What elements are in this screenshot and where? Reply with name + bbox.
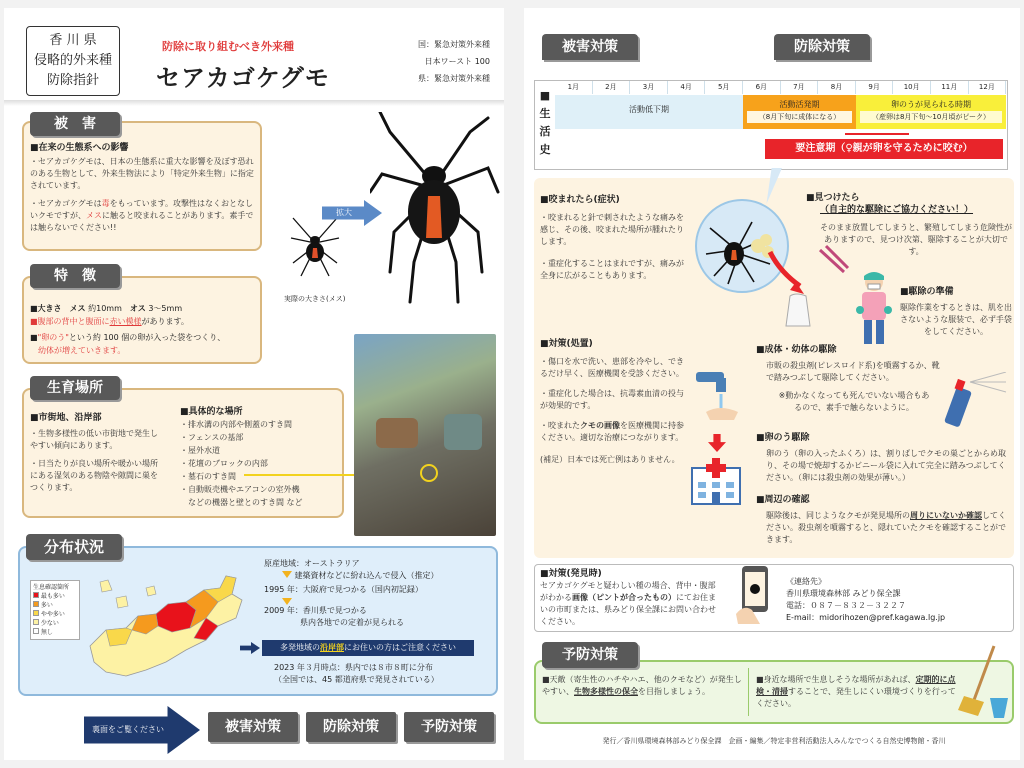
side-char: 生 xyxy=(539,107,551,120)
report-pa: セアカゴケグモと疑わしい種の場合、背中・腹部がわかる xyxy=(540,581,716,602)
prevention-divider xyxy=(748,668,749,716)
habitat-sub2: ■具体的な場所 xyxy=(180,407,243,417)
national-status: （全国では、45 都道府県で発見されている） xyxy=(274,675,439,684)
female-word: メス xyxy=(86,211,102,220)
legend-label: 少ない xyxy=(40,620,59,627)
month-label: 6月 xyxy=(743,81,781,94)
contact-heading: 《連絡先》 xyxy=(786,577,826,586)
banner-c: にお住いの方はご注意ください xyxy=(344,643,456,652)
legend-item xyxy=(33,601,77,610)
egg-a: ■ xyxy=(30,333,38,342)
bite-title: ■咬まれたら(症状) xyxy=(540,195,620,205)
prep-title: ■駆除の準備 xyxy=(900,287,954,297)
back-a: ■腹部の背中と腹面に xyxy=(30,317,110,326)
legend-item xyxy=(33,619,77,628)
size-female: メス xyxy=(69,304,86,313)
habitat-list xyxy=(180,418,340,509)
habitat-p2: ・日当たりが良い場所や暖かい場所にある湿気のある物陰や隙間に巣をつくります。 xyxy=(30,459,158,492)
back-c: があります。 xyxy=(141,317,189,326)
adult-p2: ※動かなくなっても死んでいない場合もあるので、素手で触らないように。 xyxy=(778,391,930,412)
eggs-p: 卵のう（卵の入ったふくろ）は、割りばしでクモの巣ごとからめ取り、その場で焼却するかビニール袋に入れて完全に踏みつぶしてください。（卵には殺虫剤の効果が薄い。） xyxy=(766,449,1006,482)
report-p xyxy=(540,580,720,628)
habitat-item: ・フェンスの基部 xyxy=(180,433,244,442)
see-back-label: 裏面をご覧ください xyxy=(92,725,164,734)
status-national: 国：緊急対策外来種 xyxy=(418,40,490,49)
banner-b: 沿岸部 xyxy=(320,643,344,652)
treat-note: (補足）日本では死亡例はありません。 xyxy=(540,455,680,464)
habitat-photo xyxy=(354,334,496,536)
egg-line xyxy=(30,331,258,357)
found-title: ■見つけたら xyxy=(806,193,860,203)
back-line xyxy=(30,315,258,328)
contact-dept: 香川県環境森林部 みどり保全課 xyxy=(786,589,901,598)
prevent-p1a: ■天敵（寄生性のハチやハエ、他のクモなど）が発生しやすい、 xyxy=(542,675,742,696)
report-title: ■対策(発見時) xyxy=(540,569,602,579)
contact-block xyxy=(786,576,1006,624)
prevent-p1b: 生物多様性の保全 xyxy=(574,687,638,696)
features-text xyxy=(30,302,258,357)
timeline-arrow-icon xyxy=(282,598,292,605)
prevention-p1 xyxy=(542,674,742,698)
egg-b: "卵のう" xyxy=(37,333,69,342)
spider-caption: 実際の大きさ(メス) xyxy=(284,295,346,303)
month-label: 11月 xyxy=(931,81,969,94)
tab-removal[interactable]: 防除対策 xyxy=(774,34,870,60)
month-label: 5月 xyxy=(705,81,743,94)
broom-bucket-icon xyxy=(954,644,1010,720)
found-sub: （自主的な駆除にご協力ください！） xyxy=(820,205,974,215)
back-page xyxy=(524,8,1020,760)
contact-email[interactable]: E-mail：midorihozen@pref.kagawa.lg.jp xyxy=(786,613,946,622)
side-char: ■ xyxy=(539,89,551,102)
area-title: ■周辺の確認 xyxy=(756,495,810,505)
month-label: 8月 xyxy=(818,81,856,94)
tab-damage[interactable]: 被害対策 xyxy=(542,34,638,60)
legend-item xyxy=(33,610,77,619)
side-char: 史 xyxy=(539,143,551,156)
month-label: 3月 xyxy=(630,81,668,94)
habitat-heading: 生育場所 xyxy=(30,376,120,400)
month-label: 12月 xyxy=(969,81,1007,94)
size-male-val: 3～5mm xyxy=(148,304,183,313)
timeline-arrow-icon xyxy=(282,571,292,578)
egg-season-band xyxy=(856,95,1006,129)
treat-p3 xyxy=(540,420,690,444)
prevent-p2a: ■身近な場所で生息しそうな場所があれば、 xyxy=(756,675,916,684)
timeline xyxy=(264,558,496,629)
habitat-item: などの機器と壁とのすき間 など xyxy=(180,498,303,507)
size-male: オス xyxy=(129,304,146,313)
status-prefecture: 県：緊急対策外来種 xyxy=(418,74,490,83)
page-title: セアカゴケグモ xyxy=(156,64,330,92)
legend-swatch xyxy=(33,601,39,607)
nav-prevention-button[interactable]: 予防対策 xyxy=(404,712,494,742)
area-pa: 駆除後は、同じようなクモが発見場所の xyxy=(766,511,910,520)
prevention-p2 xyxy=(756,674,956,710)
damage-p1: ・セアカゴケグモは、日本の生態系に重大な影響を及ぼす恐れのある生物として、外来生物法により「特定外来生物」に指定されています。 xyxy=(30,157,254,190)
nav-damage-button[interactable]: 被害対策 xyxy=(208,712,298,742)
egg-c: という約 100 個の卵が入った袋をつくり、 xyxy=(68,333,226,342)
timeline-1995: 1995 年：大阪府で見つかる（国内初記録） xyxy=(264,585,423,594)
habitat-p1: ・生物多様性の低い市街地で発生しやすい傾向にあります。 xyxy=(30,429,158,450)
month-label: 10月 xyxy=(893,81,931,94)
legend-label: 無し xyxy=(40,629,53,636)
photo-pot xyxy=(444,414,482,450)
treat-section xyxy=(540,338,690,466)
bite-p1: ・咬まれると針で刺されたような痛みを感じ、その後、咬まれた場所が腫れたりします。 xyxy=(540,213,684,246)
legend-swatch xyxy=(33,610,39,616)
contact-phone[interactable]: 電話：０８７－８３２－３２２７ xyxy=(786,601,906,610)
badge-line3: 防除指針 xyxy=(46,73,99,88)
eggs-title: ■卵のう駆除 xyxy=(756,433,810,443)
habitat-sub1: ■市街地、沿岸部 xyxy=(30,413,102,423)
month-label: 7月 xyxy=(781,81,819,94)
treat-p3c: を医療機関に持参ください。適切な治療につながります。 xyxy=(540,421,684,442)
damage-p2c: をもっています。攻撃性はなくおとなしいクモですが、 xyxy=(30,199,253,220)
spray-can-icon xyxy=(944,372,1008,428)
calendar-side-label xyxy=(535,81,555,169)
report-pc: にてお住まいの市町または、県みどり保全課にお問い合わせください。 xyxy=(540,593,716,626)
banner-a: 多発地域の xyxy=(280,643,320,652)
treat-p1: ・傷口を水で洗い、患部を冷やし、できるだけ早く、医療機関を受診ください。 xyxy=(540,357,684,378)
poison-word: 毒 xyxy=(101,199,110,208)
timeline-settle: 県内各地での定着が見られる xyxy=(300,618,404,627)
habitat-item: ・花壇のブロックの内部 xyxy=(180,459,268,468)
photo-highlight-circle xyxy=(420,464,438,482)
spider-large-illustration xyxy=(370,112,500,308)
life-cycle-calendar xyxy=(534,80,1008,170)
damage-p2a: ・セアカゴケグモは xyxy=(30,199,102,208)
habitat-item: ・自動販売機やエアコンの室外機 xyxy=(180,485,300,494)
area-section xyxy=(756,494,1012,546)
legend-label: 最も多い xyxy=(40,593,65,600)
prep-p: 駆除作業をするときは、肌を出さないような服装で、必ず手袋をしてください。 xyxy=(900,303,1012,336)
front-page xyxy=(4,8,504,760)
legend-item xyxy=(33,628,77,637)
legend-title: 生息確認箇所 xyxy=(33,584,70,591)
habitat-item: ・屋外水道 xyxy=(180,446,220,455)
habitat-item: ・墓石のすき間 xyxy=(180,472,236,481)
smartphone-icon xyxy=(730,564,780,626)
distribution-current xyxy=(274,662,494,686)
prevent-p1c: を目指しましょう。 xyxy=(638,687,710,696)
timeline-invade: 建築資材などに紛れ込んで侵入（推定） xyxy=(294,571,439,580)
report-section xyxy=(540,568,720,628)
egg-season-label: 卵のうが見られる時期 xyxy=(891,100,971,109)
map-legend xyxy=(30,580,80,640)
bite-p2: ・重症化することはまれですが、痛みが全身に広がることもあります。 xyxy=(540,259,684,280)
header-divider xyxy=(4,100,504,106)
legend-label: やや多い xyxy=(40,611,65,618)
month-label: 4月 xyxy=(668,81,706,94)
active-label: 活動活発期 xyxy=(779,100,820,109)
legend-swatch xyxy=(33,628,39,634)
legend-item xyxy=(33,592,77,601)
badge-line2: 侵略的外来種 xyxy=(33,53,112,68)
adult-p1: 市販の殺虫剤(ピレスロイド系)を噴霧するか、靴で踏みつぶして駆除してください。 xyxy=(766,361,940,382)
alert-range-arrow xyxy=(845,133,909,135)
warning-banner xyxy=(262,640,474,656)
habitat-item: ・排水溝の内部や側蓋のすき間 xyxy=(180,420,292,429)
hospital-icon xyxy=(686,456,746,506)
treat-p3b: クモの画像 xyxy=(580,421,620,430)
habitat-right xyxy=(180,406,340,509)
report-pb: 画像（ピントが合ったもの） xyxy=(572,593,676,602)
back-b: 赤い模様 xyxy=(109,317,142,326)
nav-removal-button[interactable]: 防除対策 xyxy=(306,712,396,742)
legend-label: 多い xyxy=(40,602,53,609)
legend-swatch xyxy=(33,592,39,598)
prep-section xyxy=(900,286,1012,338)
treat-p3a: ・咬まれた xyxy=(540,421,580,430)
area-pc: してください。殺虫剤を噴霧すると、隠れていたクモを確認することができます。 xyxy=(766,511,1006,544)
faucet-icon xyxy=(690,364,750,424)
alert-period-bar: 要注意期（♀親が卵を守るために咬む） xyxy=(765,139,1003,159)
high-activity-band xyxy=(743,95,856,129)
month-label: 2月 xyxy=(593,81,631,94)
damage-p2e: に触ると咬まれることがあります。素手では触らないでください!! xyxy=(30,211,254,232)
egg-season-sub: （産卵は8月下旬～10月頃がピーク） xyxy=(860,111,1002,123)
calendar-grid xyxy=(555,81,1007,169)
photo-pot xyxy=(376,418,418,448)
status-worst100: 日本ワースト 100 xyxy=(424,57,490,66)
treat-title: ■対策(処置) xyxy=(540,339,593,349)
badge-line1: 香 川 県 xyxy=(49,33,97,48)
credit-line: 発行／香川県環境森林部みどり保全課 企画・編集／特定非営利活動法人みんなでつくる自然史博物館・香川 xyxy=(602,737,946,745)
enlarge-label: 拡大 xyxy=(336,208,352,217)
features-heading: 特 徴 xyxy=(30,264,120,288)
kicker: 防除に取り組むべき外来種 xyxy=(162,40,294,53)
active-sub: （8月下旬に成体になる） xyxy=(747,111,852,123)
damage-p2 xyxy=(30,198,258,234)
prevent-p2b: 定期的に点検・清掃 xyxy=(756,675,956,696)
timeline-origin: 原産地域：オーストラリア xyxy=(264,559,360,568)
low-activity-band xyxy=(555,95,743,129)
timeline-2009: 2009 年：香川県で見つかる xyxy=(264,606,367,615)
bite-text xyxy=(540,194,690,282)
legend-swatch xyxy=(33,619,39,625)
prevention-heading: 予防対策 xyxy=(542,642,638,668)
damage-subtitle: ■在来の生態系への影響 xyxy=(30,143,129,153)
kagawa-map xyxy=(86,568,252,688)
habitat-left xyxy=(30,412,160,494)
size-line xyxy=(30,302,258,315)
chopsticks-bag-illustration xyxy=(760,242,850,328)
side-char: 活 xyxy=(539,125,551,138)
prefecture-badge xyxy=(26,26,120,96)
area-p xyxy=(756,510,1012,546)
low-label: 活動低下期 xyxy=(629,105,669,114)
found-p: そのまま放置してしまうと、繁殖してしまう危険性がありますので、見つけ次第、駆除することが大切です。 xyxy=(820,223,1012,256)
area-pb: 周りにいないか確認 xyxy=(910,511,982,520)
size-label: ■大きさ xyxy=(30,304,62,313)
damage-text xyxy=(30,142,258,234)
current-status: 2023 年３月時点：県内では８市８町に分布 xyxy=(274,663,433,672)
treat-p2: ・重症化した場合は、抗毒素血清の投与が効果的です。 xyxy=(540,389,684,410)
adult-title: ■成体・幼体の駆除 xyxy=(756,345,837,355)
worker-icon xyxy=(854,270,894,348)
distribution-heading: 分布状況 xyxy=(26,534,122,560)
month-label: 1月 xyxy=(555,81,593,94)
month-label: 9月 xyxy=(856,81,894,94)
prevent-p2c: することで、発生しにくい環境づくりを行ってください。 xyxy=(756,687,956,708)
eggs-section xyxy=(756,432,1012,484)
damage-heading: 被 害 xyxy=(30,112,120,136)
size-female-val: 約10mm xyxy=(88,304,122,313)
status-list xyxy=(408,36,490,87)
egg-d: 幼体が増えていきます。 xyxy=(38,346,126,355)
